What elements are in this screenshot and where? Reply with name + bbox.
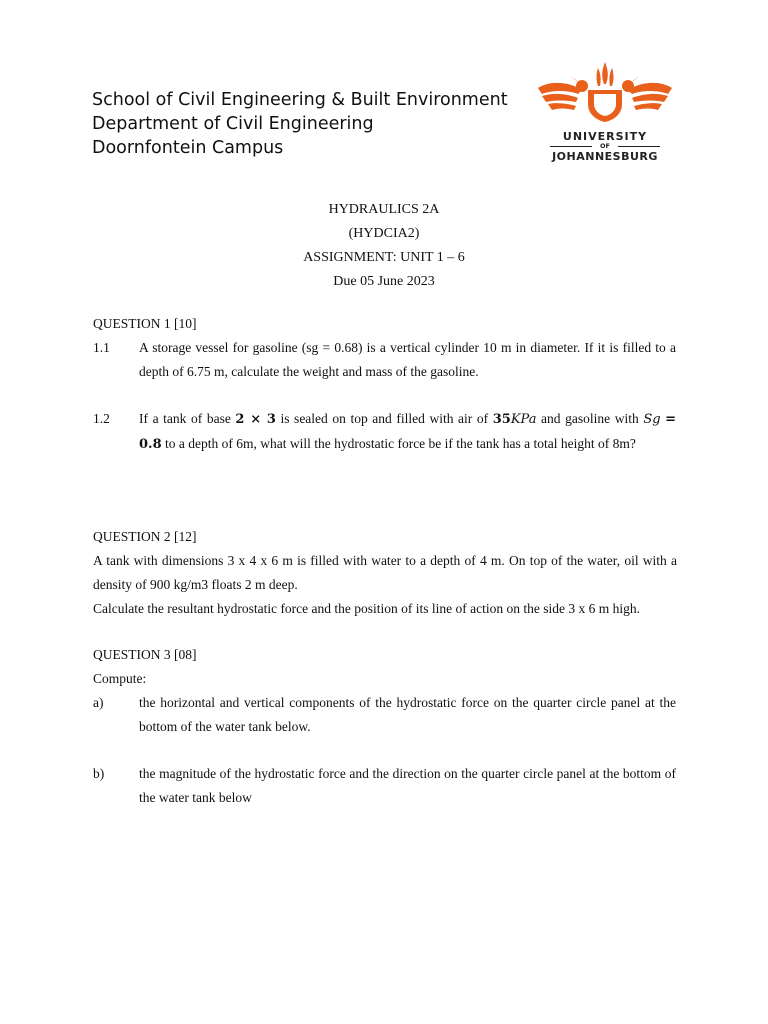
question-1-1-number: 1.1: [93, 340, 110, 355]
question-3a-text: the horizontal and vertical components of the hydrostatic force on the quarter circle panel at the bottom of the water tank below.: [139, 695, 676, 734]
q12-math-base: 2 × 3: [235, 412, 276, 427]
q12-text-c: and gasoline with: [541, 411, 639, 426]
question-3-intro: Compute:: [93, 671, 147, 686]
title-block: [0, 198, 768, 294]
question-1-2-text: [139, 407, 676, 457]
course-title: HYDRAULICS 2A: [328, 202, 440, 217]
uj-logo: [530, 60, 680, 170]
logo-rule-right: [618, 146, 660, 147]
question-3a-label: a): [93, 695, 104, 710]
logo-johannesburg-text: JOHANNESBURG: [552, 150, 658, 163]
question-2-heading: QUESTION 2 [12]: [93, 529, 197, 544]
q12-math-value: = 0.8: [139, 412, 677, 452]
q12-text-d: to a depth of 6m, what will the hydrostatic force be if the tank has a total height of 8m?: [165, 436, 636, 451]
q12-math-sg: Sg: [643, 412, 661, 427]
question-3b-text: the magnitude of the hydrostatic force and the direction on the quarter circle panel at the bottom of the water tank below: [139, 766, 676, 805]
question-3-heading: QUESTION 3 [08]: [93, 647, 197, 662]
header-block: [92, 88, 508, 160]
question-2-instruction: Calculate the resultant hydrostatic force and the position of its line of action on the side 3 x 6 m high.: [93, 601, 640, 616]
course-code: (HYDCIA2): [348, 226, 420, 241]
assignment-title: ASSIGNMENT: UNIT 1 – 6: [303, 250, 465, 265]
logo-university-text: UNIVERSITY: [562, 130, 648, 143]
question-1-heading: QUESTION 1 [10]: [93, 316, 197, 331]
question-3b-label: b): [93, 766, 105, 781]
q12-math-kpa: KPa: [510, 412, 537, 427]
department-name: Department of Civil Engineering: [92, 114, 374, 134]
logo-of-text: OF: [600, 142, 610, 150]
uj-emblem-icon: [530, 60, 680, 130]
question-1-2-number: 1.2: [93, 411, 110, 426]
school-name: School of Civil Engineering & Built Environment: [92, 90, 508, 110]
campus-name: Doornfontein Campus: [92, 138, 284, 158]
question-2-text: A tank with dimensions 3 x 4 x 6 m is filled with water to a depth of 4 m. On top of the water, oil with a density of 900 kg/m3 floats 2 m deep.: [93, 553, 677, 592]
q12-math-35: 35: [492, 412, 511, 427]
question-1-1-text: A storage vessel for gasoline (sg = 0.68) is a vertical cylinder 10 m in diameter. If it is filled to a depth of 6.75 m, calculate the weight and mass of the gasoline.: [139, 340, 676, 379]
due-date: Due 05 June 2023: [333, 274, 435, 289]
q12-text-b: is sealed on top and filled with air of: [280, 411, 489, 426]
q12-text-a: If a tank of base: [139, 411, 231, 426]
